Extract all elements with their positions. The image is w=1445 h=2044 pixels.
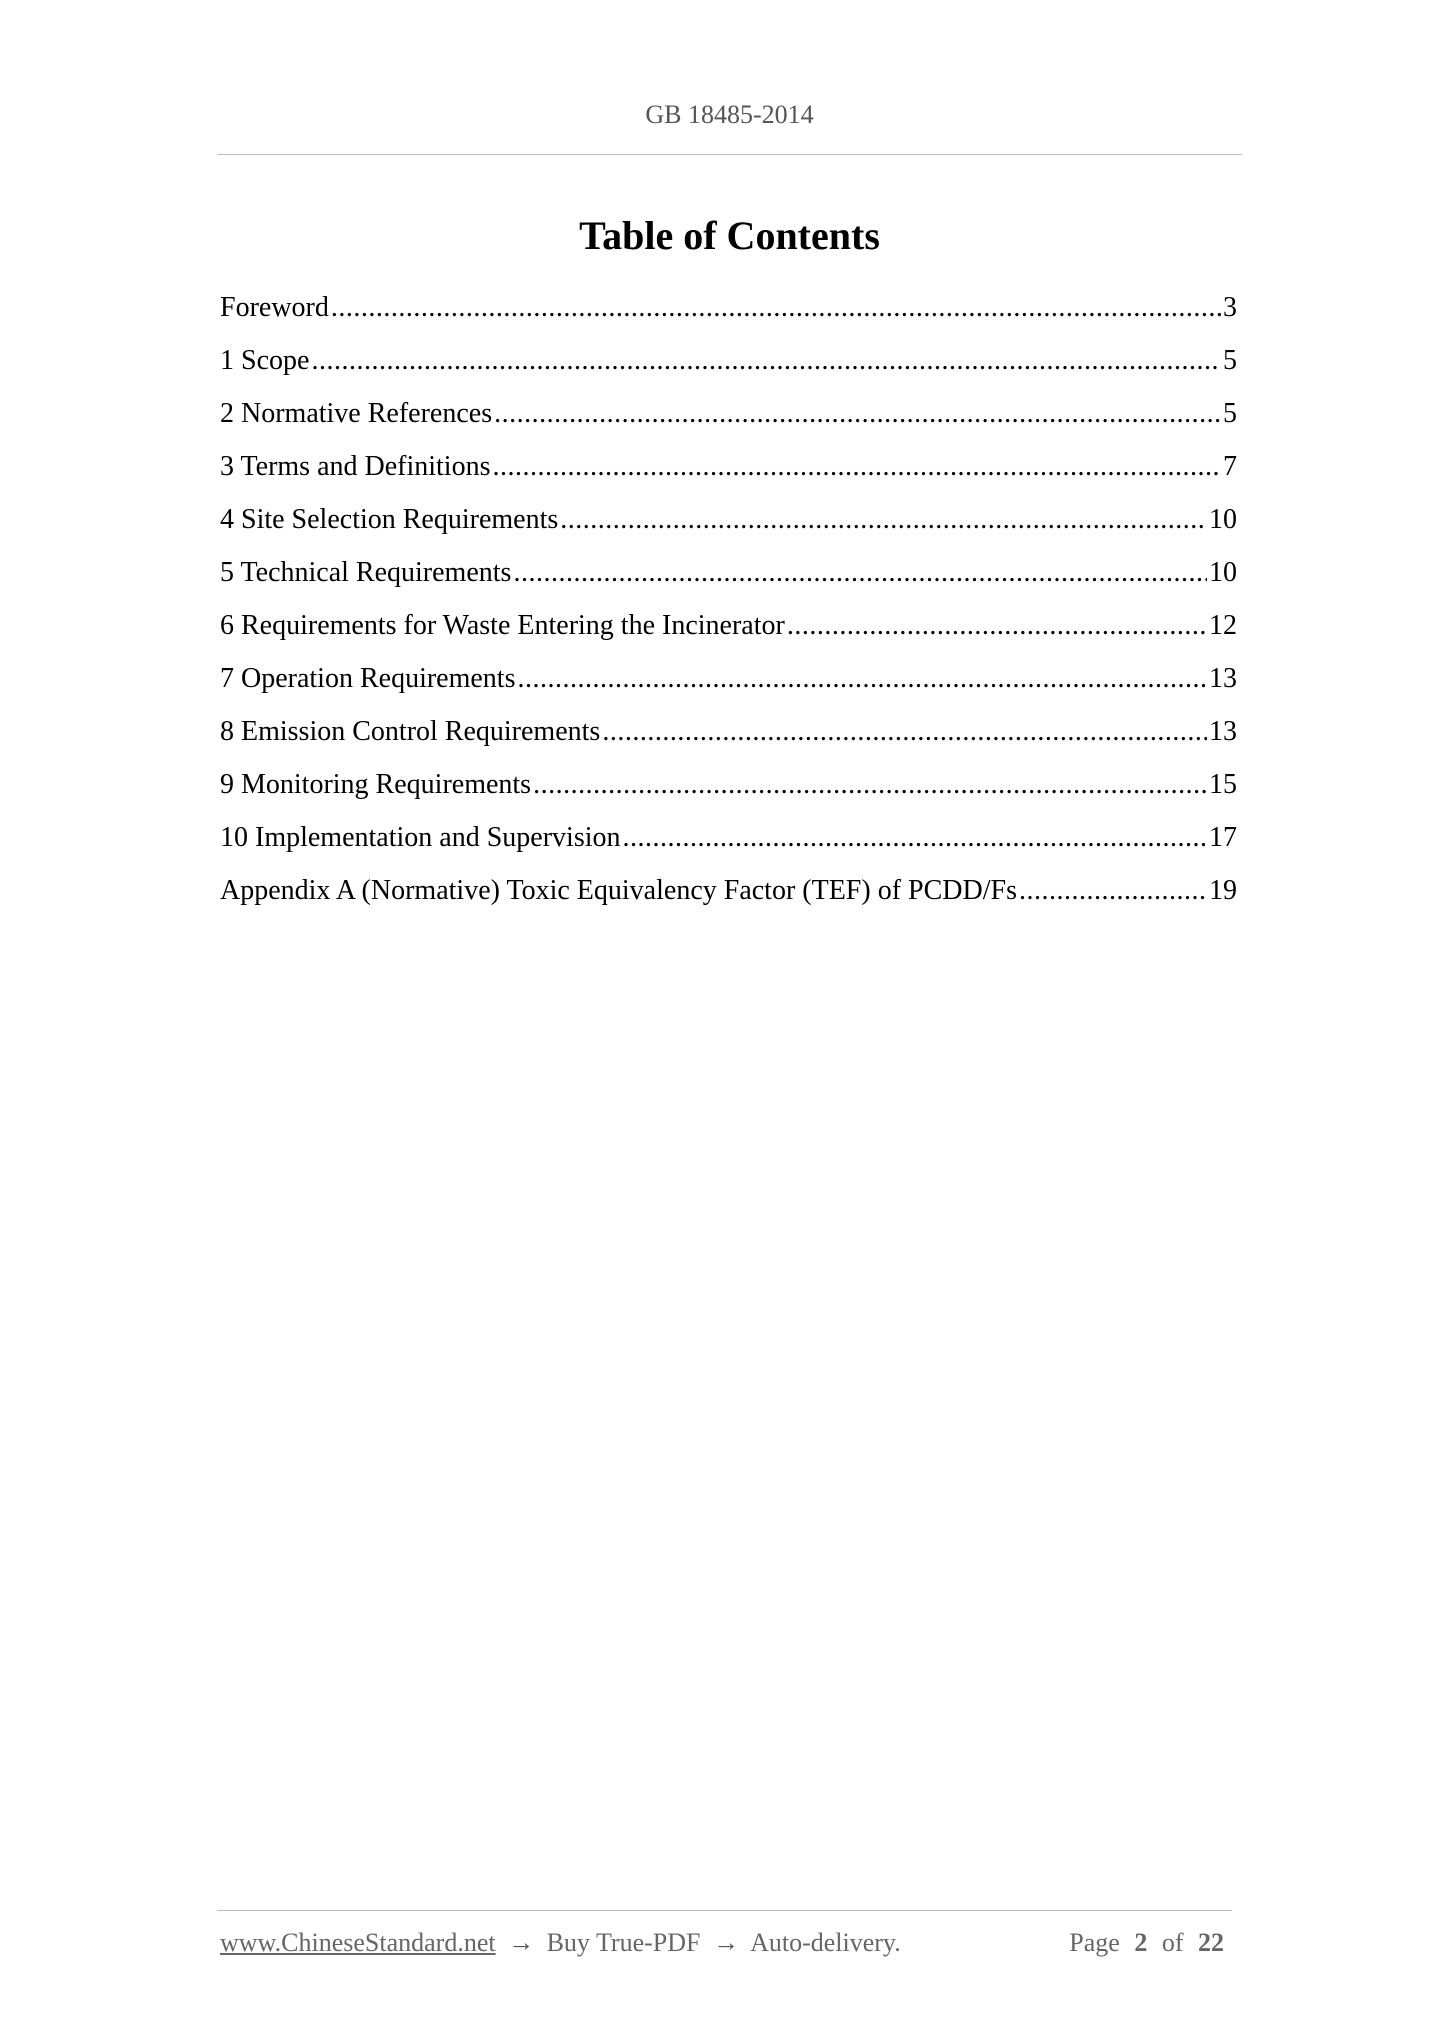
footer-promo [220, 1928, 901, 1958]
toc-leader-dots [602, 714, 1207, 750]
toc-entry-implementation[interactable] [220, 820, 1237, 873]
toc-entry-site-selection[interactable] [220, 502, 1237, 555]
page-counter [1069, 1928, 1232, 1958]
buy-pdf-text: Buy True-PDF [546, 1928, 701, 1957]
website-link[interactable]: www.ChineseStandard.net [220, 1928, 496, 1957]
toc-leader-dots [492, 449, 1221, 485]
toc-entry-label: 3 Terms and Definitions [220, 451, 491, 482]
footer-divider [217, 1910, 1232, 1911]
toc-leader-dots [533, 767, 1207, 803]
toc-leader-dots [1019, 873, 1207, 909]
toc-entry-monitoring-requirements[interactable] [220, 767, 1237, 820]
toc-entry-label: 6 Requirements for Waste Entering the Incinerator [220, 610, 785, 641]
toc-entry-page: 13 [1209, 716, 1237, 747]
table-of-contents [220, 290, 1237, 926]
page-title: Table of Contents [579, 213, 880, 258]
toc-entry-normative-references[interactable] [220, 396, 1237, 449]
toc-leader-dots [787, 608, 1207, 644]
toc-entry-page: 12 [1209, 610, 1237, 641]
toc-entry-label: 1 Scope [220, 345, 310, 376]
page-footer [220, 1928, 1232, 1958]
arrow-right-icon: → [713, 1928, 739, 1957]
toc-entry-waste-requirements[interactable] [220, 608, 1237, 661]
toc-entry-page: 7 [1223, 451, 1237, 482]
toc-entry-emission-control[interactable] [220, 714, 1237, 767]
toc-entry-label: Foreword [220, 292, 329, 323]
toc-entry-page: 17 [1209, 822, 1237, 853]
toc-entry-page: 13 [1209, 663, 1237, 694]
toc-leader-dots [517, 661, 1207, 697]
of-word: of [1161, 1928, 1184, 1957]
toc-entry-operation-requirements[interactable] [220, 661, 1237, 714]
toc-entry-label: 2 Normative References [220, 398, 493, 429]
toc-entry-scope[interactable] [220, 343, 1237, 396]
toc-leader-dots [331, 290, 1221, 326]
toc-entry-terms-and-definitions[interactable] [220, 449, 1237, 502]
toc-entry-page: 10 [1209, 557, 1237, 588]
toc-entry-label: 10 Implementation and Supervision [220, 822, 621, 853]
toc-entry-page: 15 [1209, 769, 1237, 800]
arrow-right-icon: → [508, 1928, 535, 1957]
page-header: GB 18485-2014 [645, 100, 814, 129]
toc-entry-label: 8 Emission Control Requirements [220, 716, 601, 747]
toc-entry-page: 3 [1223, 292, 1237, 323]
toc-entry-appendix-a[interactable] [220, 873, 1237, 926]
toc-entry-page: 10 [1209, 504, 1237, 535]
toc-entry-label: 5 Technical Requirements [220, 557, 512, 588]
toc-leader-dots [560, 502, 1207, 538]
toc-entry-page: 5 [1223, 345, 1237, 376]
toc-entry-label: Appendix A (Normative) Toxic Equivalency Factor (TEF) of PCDD/Fs [220, 875, 1017, 906]
toc-leader-dots [513, 555, 1207, 591]
toc-entry-technical-requirements[interactable] [220, 555, 1237, 608]
toc-entry-label: 4 Site Selection Requirements [220, 504, 559, 535]
toc-entry-foreword[interactable] [220, 290, 1237, 343]
toc-entry-label: 7 Operation Requirements [220, 663, 516, 694]
toc-leader-dots [494, 396, 1221, 432]
page-word: Page [1069, 1928, 1120, 1957]
total-pages-number: 22 [1198, 1928, 1224, 1957]
toc-entry-page: 5 [1223, 398, 1237, 429]
auto-delivery-text: Auto-delivery. [750, 1928, 901, 1957]
toc-entry-page: 19 [1209, 875, 1237, 906]
toc-leader-dots [623, 820, 1208, 856]
current-page-number: 2 [1134, 1928, 1148, 1957]
toc-leader-dots [311, 343, 1221, 379]
header-divider [217, 154, 1242, 155]
toc-entry-label: 9 Monitoring Requirements [220, 769, 532, 800]
